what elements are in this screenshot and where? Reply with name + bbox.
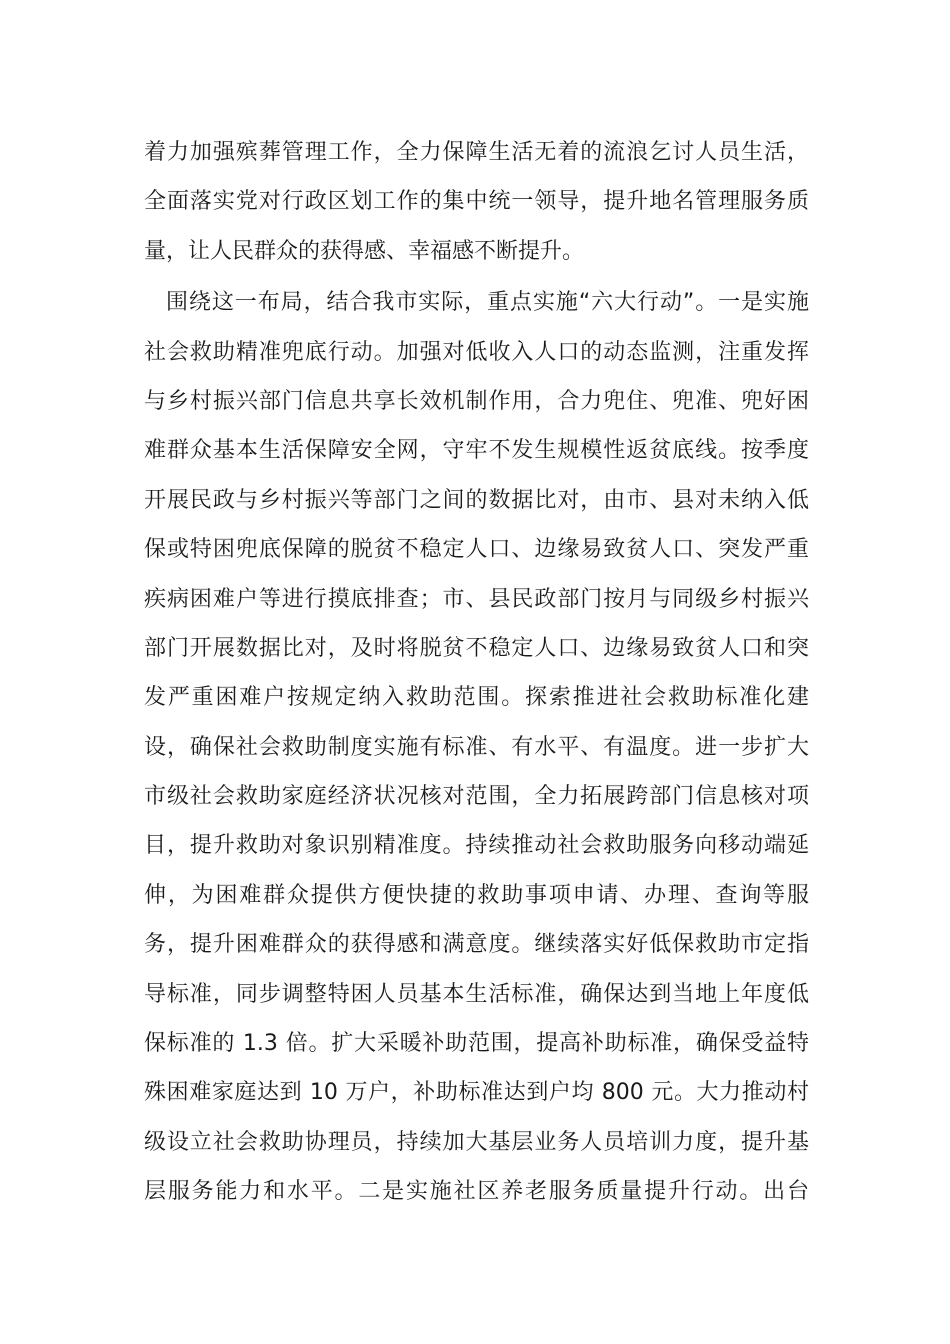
text-line: 社会救助精准兜底行动。加强对低收入人口的动态监测，注重发挥 bbox=[144, 339, 809, 365]
text-line: 层服务能力和水平。二是实施社区养老服务质量提升行动。出台 bbox=[144, 1179, 809, 1205]
text-line: 务，提升困难群众的获得感和满意度。继续落实好低保救助市定指 bbox=[144, 932, 809, 958]
text-line: 难群众基本生活保障安全网，守牢不发生规模性返贫底线。按季度 bbox=[144, 438, 809, 464]
text-line: 导标准，同步调整特困人员基本生活标准，确保达到当地上年度低 bbox=[144, 981, 809, 1007]
text-line: 疾病困难户等进行摸底排查；市、县民政部门按月与同级乡村振兴 bbox=[144, 586, 809, 612]
text-line: 级设立社会救助协理员，持续加大基层业务人员培训力度，提升基 bbox=[144, 1129, 809, 1155]
body-text bbox=[144, 128, 809, 1217]
text-line: 着力加强殡葬管理工作，全力保障生活无着的流浪乞讨人员生活， bbox=[144, 140, 809, 165]
text-line: 发严重困难户按规定纳入救助范围。探索推进社会救助标准化建 bbox=[144, 685, 809, 711]
paragraph-first-line: 围绕这一布局，结合我市实际，重点实施“六大行动”。一是实施 bbox=[166, 290, 809, 316]
text-line: 殊困难家庭达到 10 万户，补助标准达到户均 800 元。大力推动村 bbox=[144, 1080, 809, 1106]
text-line: 与乡村振兴部门信息共享长效机制作用，合力兜住、兜准、兜好困 bbox=[144, 388, 809, 414]
text-line: 设，确保社会救助制度实施有标准、有水平、有温度。进一步扩大 bbox=[144, 734, 809, 760]
text-line: 保标准的 1.3 倍。扩大采暖补助范围，提高补助标准，确保受益特 bbox=[144, 1031, 809, 1057]
text-line: 部门开展数据比对，及时将脱贫不稳定人口、边缘易致贫人口和突 bbox=[144, 635, 809, 661]
text-line: 量，让人民群众的获得感、幸福感不断提升。 bbox=[144, 238, 585, 264]
text-line: 目，提升救助对象识别精准度。持续推动社会救助服务向移动端延 bbox=[144, 833, 809, 859]
text-line: 市级社会救助家庭经济状况核对范围，全力拓展跨部门信息核对项 bbox=[144, 784, 809, 810]
text-line: 伸，为困难群众提供方便快捷的救助事项申请、办理、查询等服 bbox=[144, 882, 809, 908]
text-line: 全面落实党对行政区划工作的集中统一领导，提升地名管理服务质 bbox=[144, 189, 809, 215]
text-line: 保或特困兜底保障的脱贫不稳定人口、边缘易致贫人口、突发严重 bbox=[144, 537, 809, 563]
text-line: 开展民政与乡村振兴等部门之间的数据比对，由市、县对未纳入低 bbox=[144, 487, 809, 513]
